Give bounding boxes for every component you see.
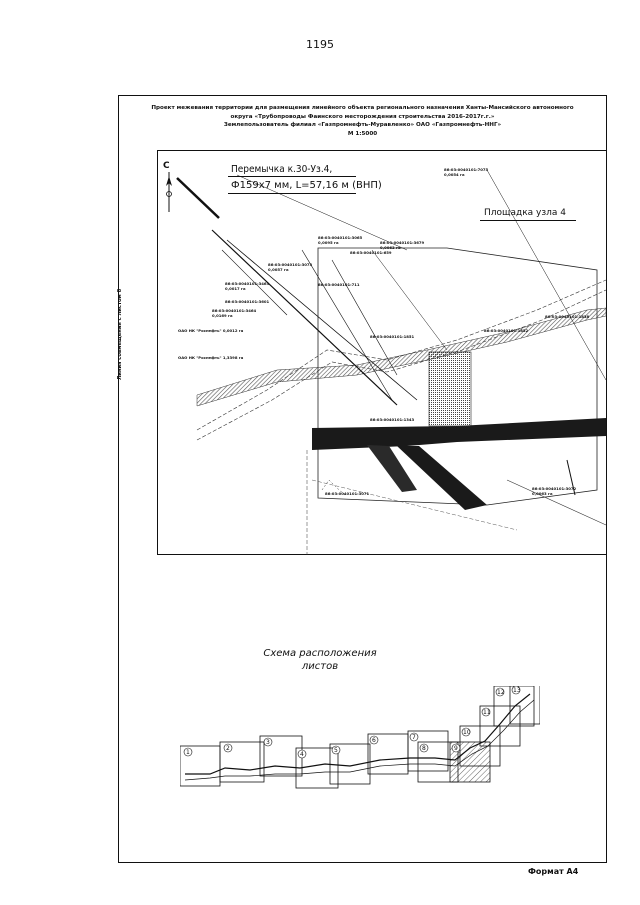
svg-text:12: 12 (497, 689, 505, 696)
parcel-label: 86:03:0040101:3071 (325, 491, 370, 496)
svg-text:2: 2 (226, 745, 230, 752)
parcel-label: 86:03:0040101:3601 (225, 299, 270, 304)
svg-text:11: 11 (483, 709, 491, 716)
svg-text:1: 1 (186, 749, 190, 756)
sheets-scheme (180, 686, 540, 801)
parcel-label: 86:03:0040101:7075 0,0054 га (444, 167, 489, 177)
area-label: Площадка узла 4 (484, 208, 567, 218)
svg-text:13: 13 (513, 687, 521, 694)
parcel-label: 86:03:0040101:711 (318, 282, 360, 287)
match-line-note: Линия совмещения с листом 8 (117, 288, 123, 380)
svg-text:9: 9 (454, 745, 458, 752)
pipeline-label-underline (228, 193, 356, 194)
parcel-label: 86:03:0040101:3072 0,0063 га (532, 486, 577, 496)
parcel-label: 86:03:0040101:1851 (370, 334, 415, 339)
parcel-label: 86:03:0040101:1852 (484, 328, 529, 333)
north-arrow-icon (163, 172, 175, 212)
page-number: 1195 (306, 38, 334, 51)
parcel-label: 86:03:0040101:1343 (370, 417, 415, 422)
parcel-label: 86:03:0040101:3073 0,0057 га (268, 262, 313, 272)
pipeline-label-line2: Ф159х7 мм, L=57,16 м (ВНП) (231, 180, 382, 191)
parcel-label: 86:03:0040101:3679 0,0063 га (380, 240, 425, 250)
svg-text:6: 6 (372, 737, 376, 744)
parcel-label: 86:03:0040101:659 (350, 250, 392, 255)
title-scale: М 1:5000 (347, 130, 378, 137)
parcel-label: 86:03:0040101:3463 0,0017 га (225, 281, 270, 291)
road-branch (397, 446, 487, 510)
title-line-2: округа «Трубопроводы Фаинского месторождения строительства 2016-2017г.г.» (230, 113, 495, 120)
owner-label: ОАО НК "Роснефть" 1,3398 га (178, 355, 244, 360)
owner-label: ОАО НК "Роснефть" 0,0012 га (178, 328, 244, 333)
title-block (120, 104, 605, 138)
svg-text:8: 8 (422, 745, 426, 752)
svg-text:3: 3 (266, 739, 270, 746)
pipeline-label-line1: Перемычка к.30-Уз.4, (231, 164, 333, 175)
scheme-title-line1: Схема расположения (263, 648, 377, 659)
node-pad (429, 352, 471, 426)
parcel-label: 86:03:0040101:1838 (545, 314, 590, 319)
north-arrow-label: С (163, 161, 170, 171)
title-line-1: Проект межевания территории для размещения линейного объекта регионального назначения Ханты-Мансийского автономного (151, 105, 574, 111)
pipeline-label-underline (228, 176, 356, 177)
format-label: Формат А4 (528, 867, 579, 876)
svg-text:7: 7 (412, 734, 416, 741)
svg-text:4: 4 (300, 751, 304, 758)
svg-text:5: 5 (334, 747, 338, 754)
pipeline-corridor (197, 308, 606, 406)
parcel-label: 86:03:0040101:3464 0,0169 га (212, 308, 257, 318)
area-label-underline (480, 220, 576, 221)
title-line-3: Землепользователь филиал «Газпромнефть-Муравленко» ОАО «Газпромнефть-ННГ» (223, 122, 502, 128)
parcel-label: 86:03:0040101:3065 0,0095 га (318, 235, 363, 245)
scheme-title-line2: листов (301, 661, 339, 672)
svg-text:10: 10 (463, 729, 471, 736)
